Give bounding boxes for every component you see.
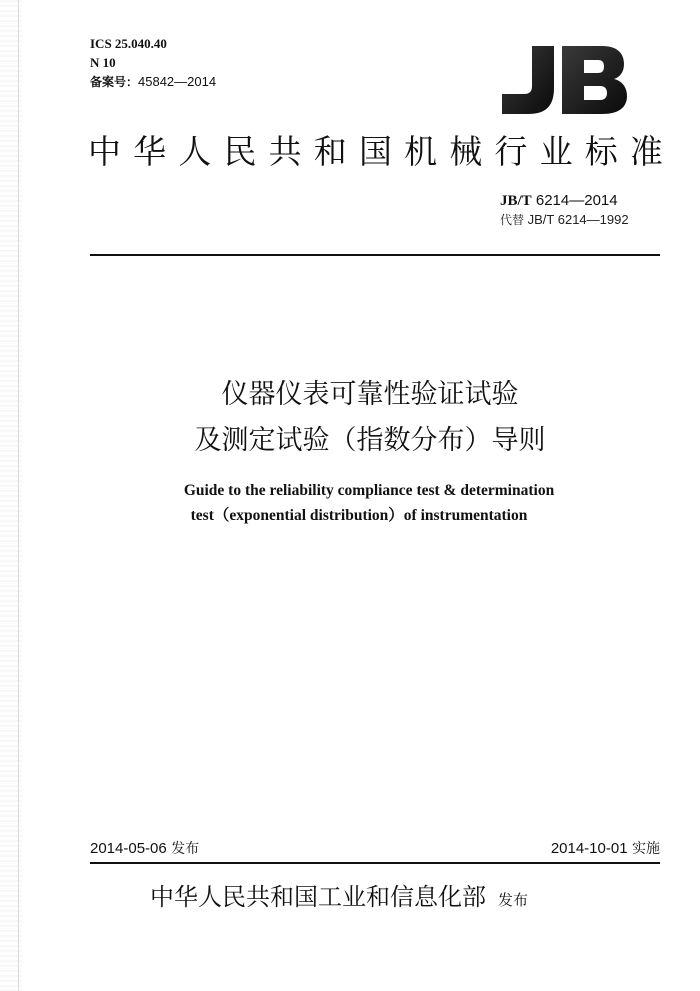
- chinese-title-line-2: 及测定试验（指数分布）导则: [194, 425, 546, 456]
- title-char: 国: [358, 132, 392, 171]
- classification-block: [90, 34, 216, 92]
- title-char: 准: [629, 132, 663, 171]
- publisher-name: 中华人民共和国工业和信息化部: [150, 883, 486, 911]
- publisher-suffix: 发布: [498, 891, 529, 909]
- title-char: 华: [133, 132, 167, 171]
- title-char: 中: [88, 132, 121, 171]
- ics-code: ICS 25.040.40: [90, 36, 167, 51]
- effective-date-label: 实施: [627, 841, 660, 857]
- title-char: 共: [268, 132, 302, 171]
- replaces-label: 代替: [500, 213, 525, 227]
- standard-category-title: [88, 130, 663, 174]
- title-char: 人: [178, 132, 212, 171]
- title-char: 行: [494, 132, 528, 171]
- publisher: [150, 880, 528, 917]
- record-number-value: 45842—2014: [138, 74, 217, 89]
- title-char: 和: [313, 132, 347, 171]
- standard-number: [500, 191, 618, 211]
- title-char: 械: [449, 132, 483, 171]
- effective-date: [551, 839, 660, 859]
- title-char: 业: [539, 132, 573, 171]
- standard-number-prefix: JB/T: [500, 193, 532, 209]
- publish-date: [90, 839, 199, 859]
- bottom-divider: [90, 862, 660, 864]
- chinese-title-line-1: 仪器仪表可靠性验证试验: [221, 379, 519, 410]
- jb-logo: [496, 44, 628, 116]
- english-title-line-1: Guide to the reliability compliance test & determination: [183, 482, 555, 499]
- record-label: 备案号：: [90, 75, 139, 89]
- record-number: [90, 72, 216, 92]
- title-char: 民: [223, 132, 257, 171]
- classification-code: N 10: [90, 55, 116, 70]
- title-char: 机: [404, 132, 438, 171]
- top-divider: [90, 254, 660, 256]
- effective-date-value: 2014-10-01: [550, 840, 628, 857]
- english-title-line-2: test（exponential distribution）of instrumentation: [190, 507, 528, 524]
- replaces-number: JB/T 6214—1992: [524, 212, 629, 227]
- publish-date-value: 2014-05-06: [90, 840, 167, 857]
- replaces-standard: [500, 212, 629, 228]
- standard-number-rest: 6214—2014: [531, 192, 618, 209]
- title-char: 标: [584, 132, 618, 171]
- publish-date-label: 发布: [166, 841, 200, 857]
